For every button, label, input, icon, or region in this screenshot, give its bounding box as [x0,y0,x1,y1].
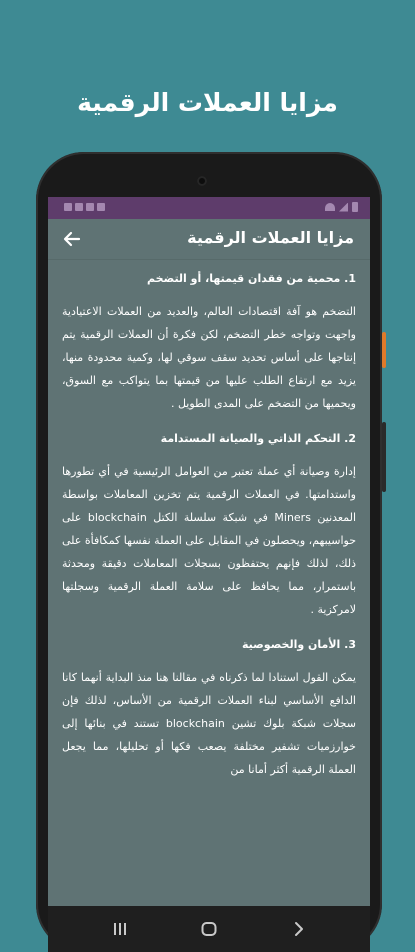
notification-icon [64,203,72,211]
notification-icon [97,203,105,211]
nav-back-icon [288,919,308,939]
section-body: التضخم هو آفة اقتصادات العالم، والعديد من العملات الاعتيادية واجهت وتواجه خطر التضخم، لكن فكرة أن العملات الرقمية يتم إنتاجها على أساس تحديد سقف سوقي لها، وكمية محدودة منها، يزيد مع ارتفاع الطلب عليها من قيمتها بما يتواكب مع السوق، ويحميها من التضخم على المدى الطويل . [62,305,356,410]
page-title: مزايا العملات الرقمية [187,228,354,247]
section-heading: 3. الأمان والخصوصية [242,638,356,651]
home-icon [199,919,219,939]
phone-frame [36,152,382,952]
app-screen [48,197,370,952]
front-camera [197,176,207,186]
section-body: إدارة وصيانة أي عملة تعتبر من العوامل الرئيسية في أي تطورها واستدامتها. في العملات الرقمية يتم تخزين المعاملات بواسطة المعدنين Miners في شبكة سلسلة الكتل blockchain على حواسيبهم، ويحصلون في المقابل على العملة نفسها كمكافأة على ذلك، لذلك فإنهم يحتفظون بسجلات المعاملات دقيقة ومحدثة باستمرار، مما يحافظ على سلامة العملة الرقمية وسجلتها لامركزية . [62,465,356,616]
notification-icon [75,203,83,211]
battery-icon [352,202,358,212]
section-body: يمكن القول استنادا لما ذكرناه في مقالنا هنا منذ البداية أنهما كانا الدافع الأساسي لبناء العملات الرقمية من الأساس، لذلك فإن سجلات شبكة بلوك تشين blockchain تستند في بنائها إلى خوارزميات تشفير مختلفة يصعب فكها أو تحليلها، مما يجعل العملة الرقمية أكثر أمانا من [62,671,356,776]
system-icons [325,202,358,212]
back-button[interactable] [60,227,84,251]
nav-home-button[interactable] [199,919,219,939]
recents-icon [110,919,130,939]
notification-icon [86,203,94,211]
phone-side-button [382,332,386,368]
wifi-icon [325,203,335,211]
section-heading: 1. محمية من فقدان قيمتها، أو التضخم [147,272,356,285]
status-bar [48,197,370,219]
phone-volume-button [382,422,386,492]
arrow-left-icon [60,227,84,251]
notification-icons [64,203,105,211]
app-bar [48,219,370,260]
promo-title: مزايا العملات الرقمية [77,88,338,117]
section-heading: 2. التحكم الذاتي والصيانة المستدامة [160,432,356,445]
signal-icon [339,203,348,212]
article-content [48,259,370,906]
nav-back-button[interactable] [288,919,308,939]
nav-recents-button[interactable] [110,919,130,939]
system-nav-bar [48,906,370,952]
